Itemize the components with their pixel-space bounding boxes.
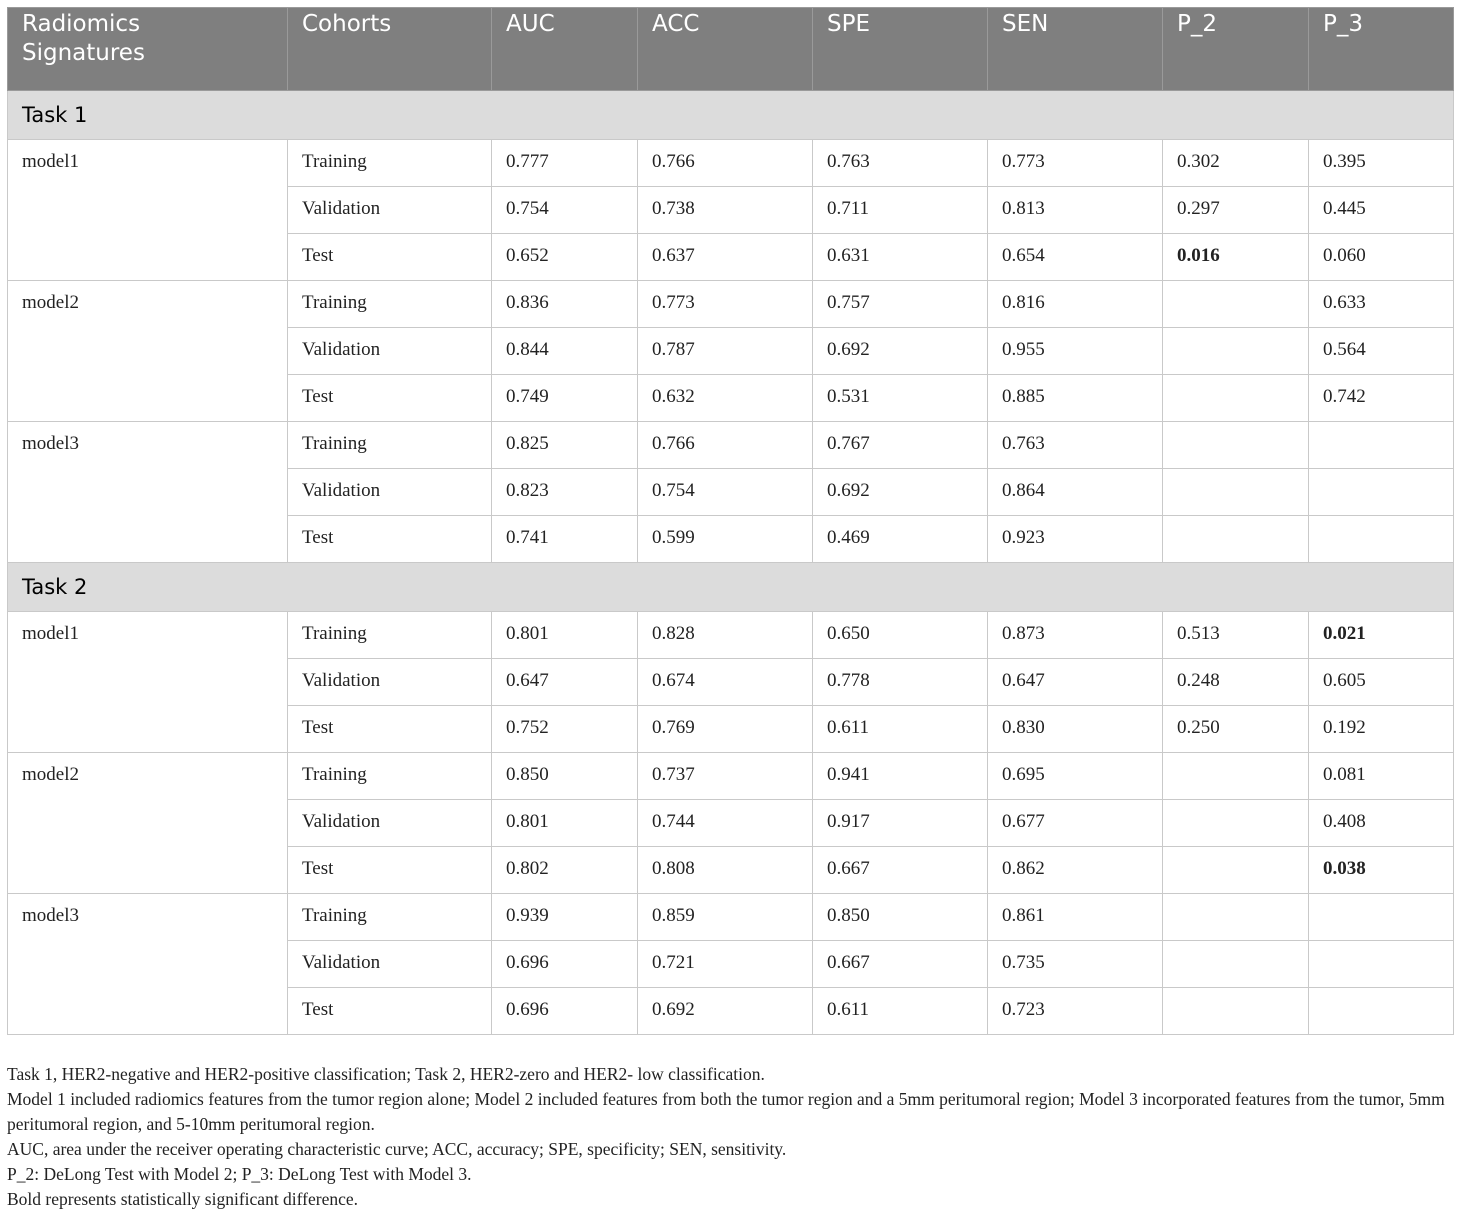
p3-cell xyxy=(1309,988,1454,1035)
footnote: Model 1 included radiomics features from the tumor region alone; Model 2 included features from both the tumor region and a 5mm peritumoral region; Model 3 incorporated features from the tumor, 5mm peritumoral region, and 5-10mm peritumoral region. xyxy=(7,1089,1445,1134)
sen-cell: 0.695 xyxy=(988,753,1163,800)
sen-cell: 0.830 xyxy=(988,706,1163,753)
sen-cell: 0.816 xyxy=(988,281,1163,328)
footnote: Bold represents statistically significant difference. xyxy=(7,1189,359,1209)
spe-cell: 0.667 xyxy=(813,941,988,988)
spe-cell: 0.711 xyxy=(813,187,988,234)
auc-cell: 0.802 xyxy=(492,847,638,894)
p2-cell xyxy=(1163,894,1309,941)
header-acc: ACC xyxy=(638,8,813,91)
spe-cell: 0.611 xyxy=(813,706,988,753)
p3-cell: 0.060 xyxy=(1309,234,1454,281)
p3-cell: 0.564 xyxy=(1309,328,1454,375)
spe-cell: 0.692 xyxy=(813,469,988,516)
spe-cell: 0.778 xyxy=(813,659,988,706)
spe-cell: 0.650 xyxy=(813,612,988,659)
p2-cell: 0.250 xyxy=(1163,706,1309,753)
header-p2: P_2 xyxy=(1163,8,1309,91)
acc-cell: 0.766 xyxy=(638,422,813,469)
p2-cell: 0.297 xyxy=(1163,187,1309,234)
header-radiomics-signatures: Radiomics Signatures xyxy=(8,8,288,91)
auc-cell: 0.801 xyxy=(492,612,638,659)
acc-cell: 0.787 xyxy=(638,328,813,375)
p3-cell: 0.742 xyxy=(1309,375,1454,422)
p2-cell: 0.016 xyxy=(1163,234,1309,281)
cohort-cell: Test xyxy=(288,706,492,753)
table-row xyxy=(8,422,1454,469)
cohort-cell: Test xyxy=(288,234,492,281)
cohort-cell: Validation xyxy=(288,941,492,988)
header-p3: P_3 xyxy=(1309,8,1454,91)
acc-cell: 0.738 xyxy=(638,187,813,234)
acc-cell: 0.632 xyxy=(638,375,813,422)
acc-cell: 0.737 xyxy=(638,753,813,800)
cohort-cell: Test xyxy=(288,847,492,894)
auc-cell: 0.939 xyxy=(492,894,638,941)
p3-cell: 0.408 xyxy=(1309,800,1454,847)
task-row xyxy=(8,563,1454,612)
acc-cell: 0.808 xyxy=(638,847,813,894)
table-row xyxy=(8,281,1454,328)
results-table xyxy=(7,7,1454,1035)
cohort-cell: Training xyxy=(288,894,492,941)
sen-cell: 0.763 xyxy=(988,422,1163,469)
table-row xyxy=(8,753,1454,800)
p3-cell xyxy=(1309,422,1454,469)
p2-cell: 0.513 xyxy=(1163,612,1309,659)
model-name-cell: model1 xyxy=(8,612,288,753)
header-cohorts: Cohorts xyxy=(288,8,492,91)
task-label: Task 2 xyxy=(8,563,1454,612)
p3-cell: 0.445 xyxy=(1309,187,1454,234)
p3-cell: 0.605 xyxy=(1309,659,1454,706)
model-name-cell: model1 xyxy=(8,140,288,281)
model-name-cell: model3 xyxy=(8,422,288,563)
p2-cell xyxy=(1163,753,1309,800)
auc-cell: 0.696 xyxy=(492,941,638,988)
p3-cell xyxy=(1309,516,1454,563)
header-spe: SPE xyxy=(813,8,988,91)
auc-cell: 0.823 xyxy=(492,469,638,516)
p3-cell xyxy=(1309,941,1454,988)
acc-cell: 0.721 xyxy=(638,941,813,988)
footnotes xyxy=(7,1062,1453,1212)
header-sen: SEN xyxy=(988,8,1163,91)
cohort-cell: Test xyxy=(288,375,492,422)
auc-cell: 0.836 xyxy=(492,281,638,328)
p2-cell xyxy=(1163,422,1309,469)
auc-cell: 0.825 xyxy=(492,422,638,469)
sen-cell: 0.677 xyxy=(988,800,1163,847)
acc-cell: 0.692 xyxy=(638,988,813,1035)
spe-cell: 0.692 xyxy=(813,328,988,375)
header-auc: AUC xyxy=(492,8,638,91)
auc-cell: 0.647 xyxy=(492,659,638,706)
cohort-cell: Test xyxy=(288,516,492,563)
auc-cell: 0.801 xyxy=(492,800,638,847)
footnote: AUC, area under the receiver operating characteristic curve; ACC, accuracy; SPE, specificity; SEN, sensitivity. xyxy=(7,1139,787,1159)
p3-cell xyxy=(1309,469,1454,516)
auc-cell: 0.752 xyxy=(492,706,638,753)
spe-cell: 0.763 xyxy=(813,140,988,187)
sen-cell: 0.654 xyxy=(988,234,1163,281)
cohort-cell: Training xyxy=(288,753,492,800)
spe-cell: 0.767 xyxy=(813,422,988,469)
auc-cell: 0.749 xyxy=(492,375,638,422)
auc-cell: 0.777 xyxy=(492,140,638,187)
p2-cell xyxy=(1163,516,1309,563)
cohort-cell: Test xyxy=(288,988,492,1035)
p3-cell: 0.021 xyxy=(1309,612,1454,659)
acc-cell: 0.674 xyxy=(638,659,813,706)
spe-cell: 0.667 xyxy=(813,847,988,894)
sen-cell: 0.885 xyxy=(988,375,1163,422)
model-name-cell: model3 xyxy=(8,894,288,1035)
results-table-container xyxy=(7,7,1453,1035)
p2-cell: 0.302 xyxy=(1163,140,1309,187)
cohort-cell: Validation xyxy=(288,187,492,234)
acc-cell: 0.766 xyxy=(638,140,813,187)
spe-cell: 0.941 xyxy=(813,753,988,800)
cohort-cell: Validation xyxy=(288,800,492,847)
auc-cell: 0.696 xyxy=(492,988,638,1035)
sen-cell: 0.735 xyxy=(988,941,1163,988)
spe-cell: 0.531 xyxy=(813,375,988,422)
sen-cell: 0.923 xyxy=(988,516,1163,563)
table-body xyxy=(8,91,1454,1035)
p2-cell xyxy=(1163,800,1309,847)
model-name-cell: model2 xyxy=(8,281,288,422)
p2-cell xyxy=(1163,375,1309,422)
table-header xyxy=(8,8,1454,91)
sen-cell: 0.773 xyxy=(988,140,1163,187)
acc-cell: 0.599 xyxy=(638,516,813,563)
cohort-cell: Validation xyxy=(288,659,492,706)
p3-cell: 0.395 xyxy=(1309,140,1454,187)
spe-cell: 0.611 xyxy=(813,988,988,1035)
p3-cell: 0.038 xyxy=(1309,847,1454,894)
cohort-cell: Training xyxy=(288,140,492,187)
sen-cell: 0.861 xyxy=(988,894,1163,941)
model-name-cell: model2 xyxy=(8,753,288,894)
spe-cell: 0.469 xyxy=(813,516,988,563)
p2-cell xyxy=(1163,988,1309,1035)
spe-cell: 0.631 xyxy=(813,234,988,281)
p3-cell: 0.192 xyxy=(1309,706,1454,753)
cohort-cell: Training xyxy=(288,422,492,469)
acc-cell: 0.773 xyxy=(638,281,813,328)
spe-cell: 0.850 xyxy=(813,894,988,941)
sen-cell: 0.955 xyxy=(988,328,1163,375)
p2-cell xyxy=(1163,941,1309,988)
p3-cell: 0.081 xyxy=(1309,753,1454,800)
acc-cell: 0.637 xyxy=(638,234,813,281)
footnote: Task 1, HER2-negative and HER2-positive classification; Task 2, HER2-zero and HER2- low classification. xyxy=(7,1064,765,1084)
cohort-cell: Validation xyxy=(288,328,492,375)
sen-cell: 0.813 xyxy=(988,187,1163,234)
p2-cell xyxy=(1163,469,1309,516)
auc-cell: 0.741 xyxy=(492,516,638,563)
auc-cell: 0.652 xyxy=(492,234,638,281)
spe-cell: 0.757 xyxy=(813,281,988,328)
task-label: Task 1 xyxy=(8,91,1454,140)
footnote: P_2: DeLong Test with Model 2; P_3: DeLong Test with Model 3. xyxy=(7,1164,472,1184)
sen-cell: 0.862 xyxy=(988,847,1163,894)
p3-cell xyxy=(1309,894,1454,941)
sen-cell: 0.647 xyxy=(988,659,1163,706)
sen-cell: 0.864 xyxy=(988,469,1163,516)
acc-cell: 0.828 xyxy=(638,612,813,659)
p3-cell: 0.633 xyxy=(1309,281,1454,328)
acc-cell: 0.744 xyxy=(638,800,813,847)
cohort-cell: Training xyxy=(288,281,492,328)
task-row xyxy=(8,91,1454,140)
table-row xyxy=(8,140,1454,187)
table-row xyxy=(8,612,1454,659)
auc-cell: 0.754 xyxy=(492,187,638,234)
cohort-cell: Validation xyxy=(288,469,492,516)
spe-cell: 0.917 xyxy=(813,800,988,847)
sen-cell: 0.723 xyxy=(988,988,1163,1035)
p2-cell xyxy=(1163,328,1309,375)
acc-cell: 0.769 xyxy=(638,706,813,753)
p2-cell xyxy=(1163,847,1309,894)
acc-cell: 0.859 xyxy=(638,894,813,941)
sen-cell: 0.873 xyxy=(988,612,1163,659)
table-row xyxy=(8,894,1454,941)
p2-cell: 0.248 xyxy=(1163,659,1309,706)
auc-cell: 0.850 xyxy=(492,753,638,800)
p2-cell xyxy=(1163,281,1309,328)
cohort-cell: Training xyxy=(288,612,492,659)
acc-cell: 0.754 xyxy=(638,469,813,516)
auc-cell: 0.844 xyxy=(492,328,638,375)
